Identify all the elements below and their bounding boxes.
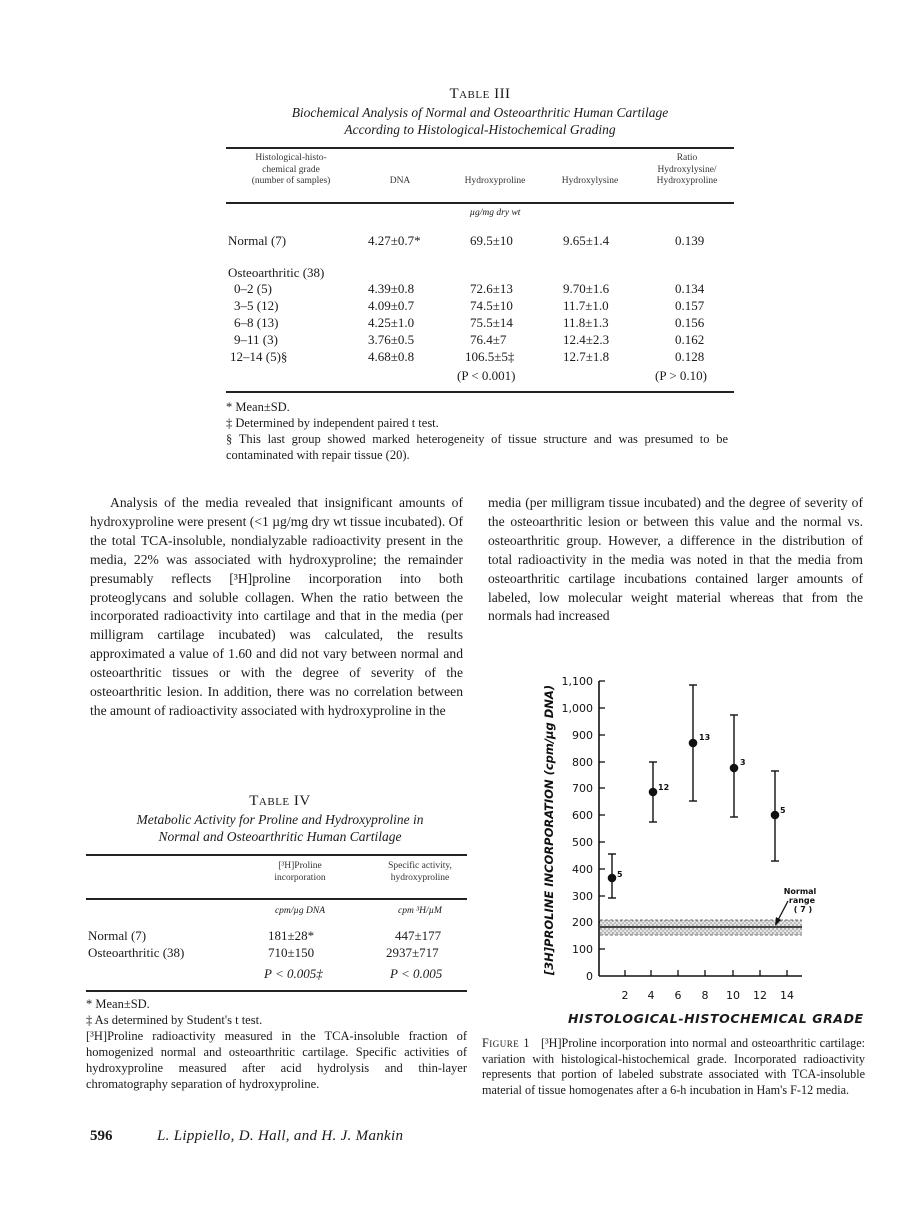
x-tick-label: 6 xyxy=(674,989,682,1002)
point-n-labels xyxy=(617,733,786,879)
table3-caption xyxy=(220,104,740,138)
row-hyp: 72.6±13 xyxy=(470,281,513,296)
row-ratio: 0.156 xyxy=(675,315,705,330)
row-hyp: 74.5±10 xyxy=(470,298,513,313)
row-label: 9–11 (3) xyxy=(234,332,278,347)
point-label: 3 xyxy=(740,758,746,767)
row-hyl: 12.4±2.3 xyxy=(563,332,610,347)
row-hyl: 9.70±1.6 xyxy=(563,281,610,296)
table4-p2: P < 0.005 xyxy=(390,966,443,981)
y-tick-label: 0 xyxy=(586,970,593,983)
table3-normal-hyl: 9.65±1.4 xyxy=(563,233,610,248)
page-number: 596 xyxy=(90,1128,113,1144)
paragraph: media (per milligram tissue incubated) and the degree of severity of the osteoarthritic lesion or between this value and the normal vs. osteoarthritic group. However, a difference in the distribution of total radioactivity in the media was noted in that the media from osteoarthritic cartilage incubations contained larger amounts of labeled, low molecular weight material whereas that from the normals had increased xyxy=(488,495,863,624)
header-text: Ratio xyxy=(676,153,698,163)
table4-caption-line2: Normal and Osteoarthritic Human Cartilage xyxy=(158,829,402,844)
x-tick-label: 2 xyxy=(621,989,629,1002)
row-hyp: 76.4±7 xyxy=(470,332,507,347)
point-label: 12 xyxy=(658,783,670,792)
table4-header-specific-activity xyxy=(370,861,470,884)
table3-header-rule xyxy=(226,202,734,204)
table3-header-dna: DNA xyxy=(389,176,411,186)
normal-label-line: ( 7 ) xyxy=(793,905,813,914)
table3-header-ratio xyxy=(640,153,734,188)
table3-normal-label: Normal (7) xyxy=(228,233,287,248)
row-ratio: 0.134 xyxy=(675,281,705,296)
footnote: * Mean±SD. xyxy=(226,400,290,414)
footnote: [³H]Proline radioactivity measured in the TCA-insoluble fraction of homogenized normal and osteoarthritic cartilage. Specific activities of hydroxyproline measured after acid hydrolysis and thin-layer chromatography separation of hydroxyproline. xyxy=(86,1029,467,1091)
table3-p-hyp: (P < 0.001) xyxy=(457,368,516,383)
x-tick-label: 14 xyxy=(780,989,794,1002)
x-tick-label: 8 xyxy=(701,989,709,1002)
row-incorporation: 710±150 xyxy=(268,945,315,960)
data-points xyxy=(608,685,780,898)
header-text: Hydroxyproline xyxy=(656,176,718,186)
table3-bottom-rule xyxy=(226,391,734,393)
x-tick-label: 4 xyxy=(647,989,655,1002)
point-label: 5 xyxy=(780,806,786,815)
footnote: * Mean±SD. xyxy=(86,997,150,1011)
table4-p1: P < 0.005‡ xyxy=(264,966,323,981)
table4-top-rule xyxy=(86,854,467,856)
table3-top-rule xyxy=(226,147,734,149)
row-hyl: 11.8±1.3 xyxy=(563,315,609,330)
row-incorporation: 181±28* xyxy=(268,928,315,943)
table3-caption-line1: Biochemical Analysis of Normal and Osteoarthritic Human Cartilage xyxy=(291,105,669,120)
table3-p-ratio: (P > 0.10) xyxy=(655,368,707,383)
row-label: 3–5 (12) xyxy=(234,298,279,313)
table4-caption xyxy=(90,811,470,845)
y-axis-label: [3H]PROLINE INCORPORATION (cpm/µg DNA) xyxy=(542,684,556,976)
x-tick-labels xyxy=(622,989,795,1002)
row-dna: 4.68±0.8 xyxy=(368,349,415,364)
data-point xyxy=(730,715,739,817)
y-ticks xyxy=(599,681,605,949)
y-tick-label: 400 xyxy=(572,863,593,876)
header-text: hydroxyproline xyxy=(390,872,450,883)
figure1-caption xyxy=(482,1036,865,1098)
table3-normal-hyp: 69.5±10 xyxy=(470,233,513,248)
figure1-chart xyxy=(520,670,820,1010)
row-ratio: 0.157 xyxy=(675,298,705,313)
table3-oa-label: Osteoarthritic (38) xyxy=(228,265,325,280)
x-tick-label: 10 xyxy=(726,989,740,1002)
footnote: ‡ As determined by Student's t test. xyxy=(86,1013,263,1027)
header-text: incorporation xyxy=(274,872,326,883)
table4-bottom-rule xyxy=(86,990,467,992)
table3-footnotes xyxy=(226,399,728,463)
header-text: chemical grade xyxy=(262,164,320,175)
figure-caption-text: [³H]Proline incorporation into normal and osteoarthritic cartilage: variation with histological-histochemical grade. Incorporated radioactivity represents that portion of labeled substrate associated with TCA-insoluble material of tissue homogenates after a 6-h incubation in Ham's F-12 media. xyxy=(482,1036,865,1097)
row-dna: 3.76±0.5 xyxy=(368,332,415,347)
y-tick-labels xyxy=(562,675,594,983)
x-tick-label: 12 xyxy=(753,989,767,1002)
point-label: 13 xyxy=(699,733,711,742)
row-label: Osteoarthritic (38) xyxy=(88,945,185,960)
y-tick-label: 700 xyxy=(572,782,593,795)
header-text: [³H]Proline xyxy=(278,861,322,871)
row-dna: 4.25±1.0 xyxy=(368,315,415,330)
table3-normal-dna: 4.27±0.7* xyxy=(368,233,421,248)
header-text: Histological-histo- xyxy=(255,153,327,163)
table3-units: µg/mg dry wt xyxy=(469,208,521,218)
body-text-left xyxy=(90,494,463,721)
table4-header-incorporation xyxy=(250,861,350,884)
y-tick-label: 200 xyxy=(572,916,593,929)
row-dna: 4.39±0.8 xyxy=(368,281,415,296)
y-tick-label: 300 xyxy=(572,890,593,903)
normal-range-label xyxy=(784,887,817,914)
header-text: Specific activity, xyxy=(388,861,452,871)
table3-header-grade xyxy=(226,153,356,188)
paragraph: Analysis of the media revealed that insignificant amounts of hydroxyproline were present (<1 µg/mg dry wt tissue incubated). Of the total TCA-insoluble, nondialyzable radioactivity present in the media, 22% was associated with hydroxyproline; the remainder presumably reflects [³H]proline incorporation into both proteoglycans and soluble collagen. When the ratio between the incorporated radioactivity into cartilage and that in the media (per milligram cartilage incubated) was calculated, the results approximated a value of 1.60 and did not vary between normal and osteoarthritic tissues or with the degree of severity of the osteoarthritic lesion. In addition, there was no correlation between the amount of radioactivity associated with hydroxyproline in the xyxy=(90,495,463,718)
data-point xyxy=(649,762,658,822)
y-tick-label: 800 xyxy=(572,756,593,769)
y-tick-label: 100 xyxy=(572,943,593,956)
table3-header-hydroxyproline: Hydroxyproline xyxy=(464,176,526,186)
table4-header-rule xyxy=(86,898,467,900)
header-text: Hydroxylysine/ xyxy=(657,164,717,175)
y-tick-label: 600 xyxy=(572,809,593,822)
table3-caption-line2: According to Histological-Histochemical Grading xyxy=(344,122,616,137)
table4-footnotes xyxy=(86,996,467,1092)
y-tick-label: 1,000 xyxy=(561,702,593,715)
table4-units2: cpm ³H/µM xyxy=(398,906,442,916)
figure-label: Figure 1 xyxy=(482,1036,531,1050)
row-specific-activity: 447±177 xyxy=(395,928,442,943)
table4-units1: cpm/µg DNA xyxy=(274,906,326,916)
y-tick-label: 500 xyxy=(572,836,593,849)
data-point xyxy=(771,771,780,861)
point-label: 5 xyxy=(617,870,623,879)
row-label: 12–14 (5)§ xyxy=(230,349,288,364)
running-authors: L. Lippiello, D. Hall, and H. J. Mankin xyxy=(157,1128,404,1144)
row-hyp: 75.5±14 xyxy=(470,315,513,330)
footnote: § This last group showed marked heterogeneity of tissue structure and was presumed to be contaminated with repair tissue (20). xyxy=(226,432,728,462)
row-ratio: 0.128 xyxy=(675,349,705,364)
chart-svg xyxy=(520,670,820,1010)
row-label: 0–2 (5) xyxy=(234,281,272,296)
footnote: ‡ Determined by independent paired t test. xyxy=(226,416,439,430)
y-tick-label: 1,100 xyxy=(561,675,593,688)
y-tick-label: 900 xyxy=(572,729,593,742)
table4-caption-line1: Metabolic Activity for Proline and Hydroxyproline in xyxy=(136,812,424,827)
table4-title: Table IV xyxy=(249,793,311,809)
row-dna: 4.09±0.7 xyxy=(368,298,415,313)
normal-label-line: Normal xyxy=(783,887,817,896)
row-label: 6–8 (13) xyxy=(234,315,279,330)
data-point xyxy=(689,685,698,801)
row-hyp: 106.5±5‡ xyxy=(465,349,515,364)
x-ticks xyxy=(625,970,787,976)
row-hyl: 11.7±1.0 xyxy=(563,298,609,313)
table3-header-hydroxylysine: Hydroxylysine xyxy=(561,176,619,186)
row-ratio: 0.162 xyxy=(675,332,705,347)
table3-normal-ratio: 0.139 xyxy=(675,233,705,248)
row-specific-activity: 2937±717 xyxy=(386,945,439,960)
normal-label-line: range xyxy=(788,896,816,905)
header-text: (number of samples) xyxy=(251,176,331,186)
row-hyl: 12.7±1.8 xyxy=(563,349,610,364)
table3-title: Table III xyxy=(449,86,511,102)
body-text-right xyxy=(488,494,863,626)
x-axis-label: HISTOLOGICAL-HISTOCHEMICAL GRADE xyxy=(568,1011,864,1026)
row-label: Normal (7) xyxy=(88,928,147,943)
data-point xyxy=(608,854,617,898)
